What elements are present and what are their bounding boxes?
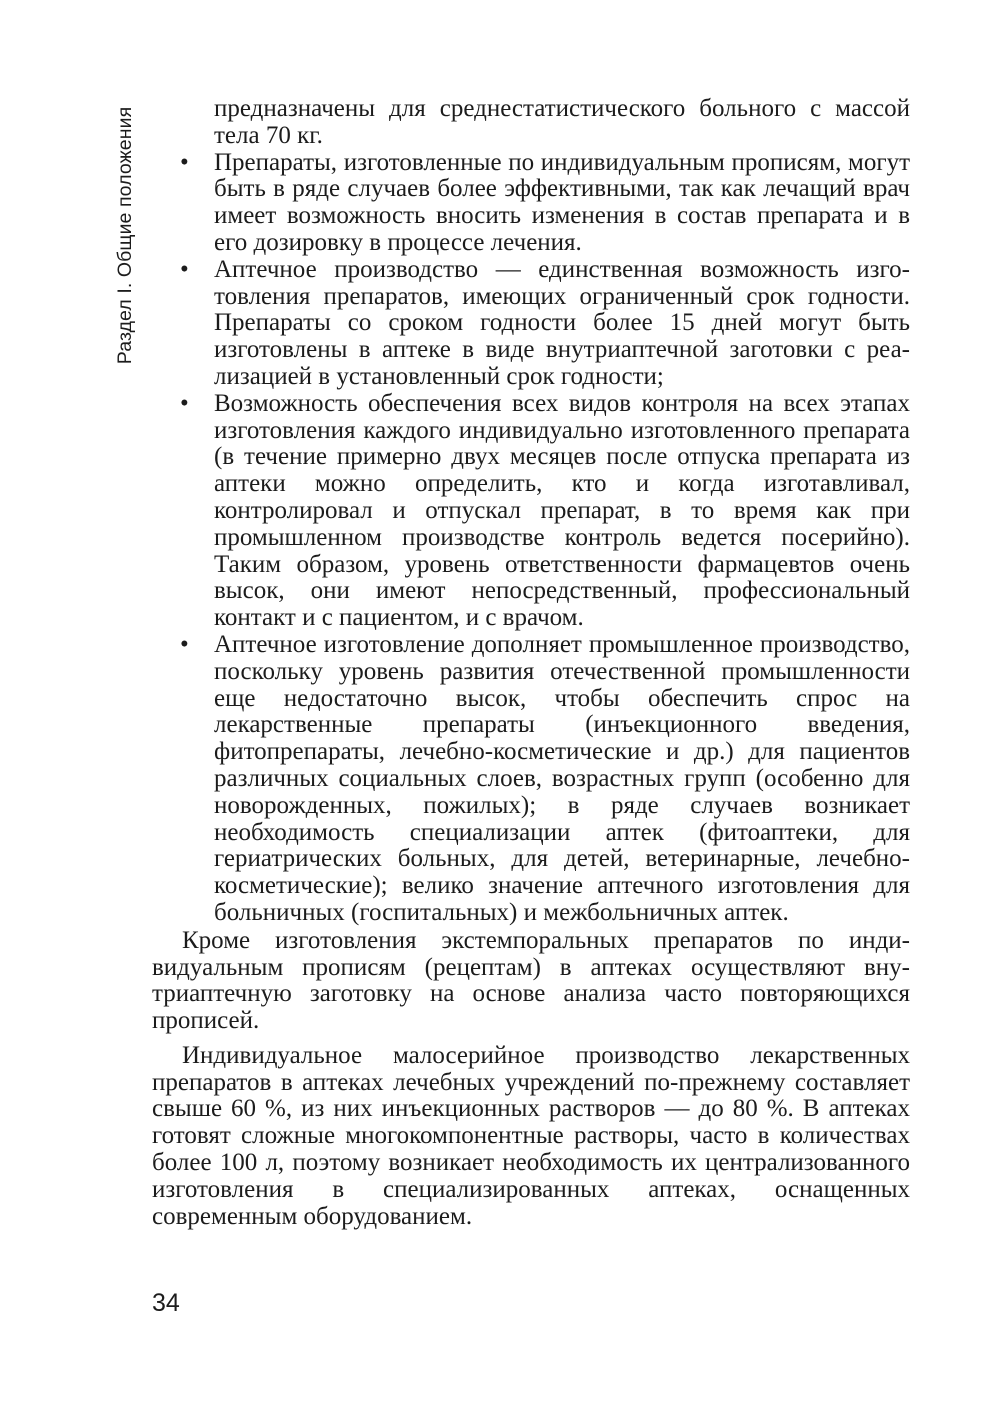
- bullet-list: [152, 150, 910, 927]
- bullet-item-1: [152, 150, 910, 257]
- page-body: [152, 96, 910, 1230]
- bullet-marker: •: [180, 389, 189, 417]
- bullet-marker: •: [180, 255, 189, 283]
- running-head: [111, 100, 141, 370]
- bullet-text: Препараты, изготовленные по индивидуальным прописям, могут быть в ряде случаев более эффективными, так как лечащий врач имеет возможность вносить изменения в состав препарата и в его дозировку в процессе лечения.: [214, 148, 910, 256]
- continuation-text: предназначены для среднестатистического больного с массой тела 70 кг.: [214, 95, 910, 149]
- bullet-marker: •: [180, 630, 189, 658]
- bullet-item-2: [152, 257, 910, 391]
- bullet-marker: •: [180, 148, 189, 176]
- bullet-item-3: [152, 391, 910, 632]
- paragraph-small-batch: Индивидуальное малосерийное производство лекарственных препаратов в аптеках лечебных учреждений по-прежнему составляет свыше 60 %, из них инъекционных растворов — до 80 %. В аптеках готовят сложные многокомпонентные растворы, часто в количествах более 100 л, поэтому возникает необходимость их централизованного изготовления в специализированных аптеках, оснащенных современным оборудованием.: [152, 1041, 910, 1230]
- page-number: 34: [152, 1289, 180, 1317]
- paragraph-extemporal: Кроме изготовления экстемпоральных препаратов по индивидуальным прописям (рецептам) в аптеках осуществляют внутриаптечную заготовку на основе анализа часто повторяющихся прописей.: [152, 926, 910, 1035]
- bullet-text: Аптечное изготовление дополняет промышленное производство, поскольку уровень развития отечественной промышленности еще недостаточно высок, чтобы обеспечить спрос на лекарственные препараты (инъекционного введения, фитопрепараты, лечебно-косметические и др.) для пациентов различных социальных слоев, возрастных групп (особенно для новорожденных, пожилых); в ряде случаев возникает необходимость специализации аптек (фитоаптеки, для гериатрических больных, для детей, ветеринарные, лечебно-косметические); велико значение аптечного изготовления для больничных (госпитальных) и межбольничных аптек.: [214, 630, 910, 926]
- running-head-text: Раздел I. Общие положения: [114, 106, 137, 364]
- bullet-text: Аптечное производство — единственная возможность изготовления препаратов, имеющих ограниченный срок годности. Препараты со сроком годности более 15 дней могут быть изготовлены в аптеке в виде внутриаптечной заготовки с реализацией в установленный срок годности;: [214, 255, 910, 390]
- bullet-item-4: [152, 632, 910, 927]
- bullet-text: Возможность обеспечения всех видов контроля на всех этапах изготовления каждого индивидуально изготовленного препарата (в течение примерно двух месяцев после отпуска препарата из аптеки можно определить, кто и когда изготавливал, контролировал и отпускал препарат, в то время как при промышленном производстве контроль ведется посерийно). Таким образом, уровень ответственности фармацевтов очень высок, они имеют непосредственный, профессиональный контакт и с пациентом, и с врачом.: [214, 389, 910, 632]
